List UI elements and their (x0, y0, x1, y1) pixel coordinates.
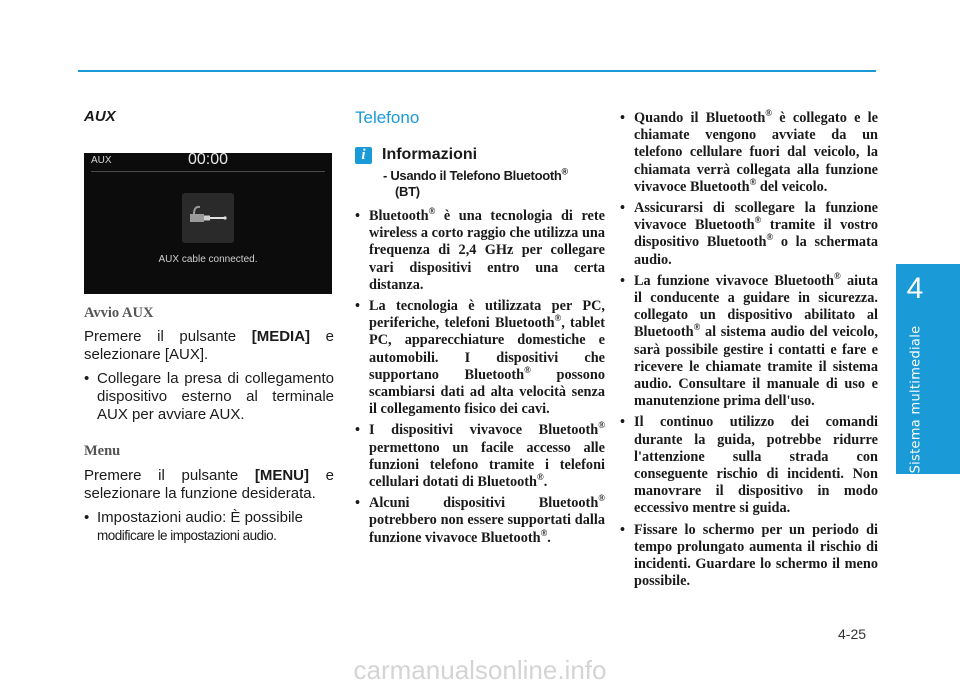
menu-key-label: [MENU] (254, 467, 309, 484)
screen-divider (91, 171, 325, 172)
bullet-item: • La tecnologia è utilizzata per PC, periferiche, telefoni Bluetooth®, tablet PC, apparecchiature domestiche e automobili. I dispositivi che supportano Bluetooth® possono scambiarsi dati ad alta velocità senza il collegamento fisico dei cavi. (355, 298, 605, 418)
info-subheading: - Usando il Telefono Bluetooth® (BT) (383, 166, 568, 199)
chapter-title (896, 324, 936, 474)
column-aux (84, 108, 334, 545)
chapter-number: 4 (906, 272, 924, 305)
bullet-item: • Assicurarsi di scollegare la funzione vivavoce Bluetooth® tramite il vostro dispositivo Bluetooth® o la schermata audio. (620, 200, 878, 269)
media-key-label: [MEDIA] (251, 328, 311, 345)
column-telefono (355, 108, 605, 551)
screen-mode-label: AUX (91, 155, 112, 166)
menu-heading: Menu (84, 443, 121, 459)
telefono-heading: Telefono (355, 108, 420, 127)
aux-screen-image (84, 153, 332, 294)
avvio-aux-heading: Avvio AUX (84, 305, 154, 321)
bullet-item: • Il continuo utilizzo dei comandi durante la guida, potrebbe ridurre l'attenzione sulla strada con conseguente rischio di incidenti. Non manovrare il dispositivo in modo eccessivo mentre si guida. (620, 414, 878, 517)
info-header (355, 146, 605, 164)
avvio-aux-bullet: • Collegare la presa di collegamento dispositivo esterno al terminale AUX per avviare AUX. (84, 370, 334, 424)
screen-clock: 00:00 (187, 151, 229, 168)
bullet-item: • Alcuni dispositivi Bluetooth® potrebbero non essere supportati dalla funzione vivavoce Bluetooth®. (355, 495, 605, 547)
aux-plug-icon (182, 193, 234, 243)
bullet-item: • Quando il Bluetooth® è collegato e le chiamate vengono avviate da un telefono cellulare fuori dal veicolo, la chiamata verrà collegata alla funzione vivavoce Bluetooth® del veicolo. (620, 110, 878, 196)
bullet-item: • La funzione vivavoce Bluetooth® aiuta il conducente a guidare in sicurezza. collegato un dispositivo abilitato al Bluetooth® al sistema audio del veicolo, sarà possibile gestire i contatti e fare e ricevere le chiamate tramite il sistema audio. Consultare il manuale di uso e manutenzione prima dell'uso. (620, 273, 878, 411)
header-rule (78, 70, 876, 72)
screen-message: AUX cable connected. (158, 254, 258, 265)
bullet-item: • I dispositivi vivavoce Bluetooth® permettono un facile accesso alle funzioni telefono tramite i telefoni cellulari dotati di Bluetooth®. (355, 422, 605, 491)
bullet-item: • Bluetooth® è una tecnologia di rete wireless a corto raggio che utilizza una frequenza di 2,4 GHz per collegare vari dispositivi entro una certa distanza. (355, 208, 605, 294)
chapter-tab (896, 264, 960, 324)
chapter-title-text: Sistema multimediale (908, 325, 924, 473)
watermark: carmanualsonline.info (353, 655, 607, 685)
telefono-bullets (355, 208, 605, 547)
page-number: 4-25 (838, 626, 867, 642)
avvio-aux-text: Premere il pulsante [MEDIA] e selezionare [AUX]. (84, 328, 334, 363)
info-title: Informazioni (382, 146, 478, 163)
info-icon: i (355, 147, 372, 164)
aux-heading: AUX (84, 108, 116, 125)
menu-bullet: • Impostazioni audio: È possibile modificare le impostazioni audio. (84, 509, 334, 545)
column-continued (620, 110, 878, 594)
menu-text: Premere il pulsante [MENU] e selezionare la funzione desiderata. (84, 467, 334, 502)
bullet-item: • Fissare lo schermo per un periodo di tempo prolungato aumenta il rischio di incidenti. Guardare lo schermo il meno possibile. (620, 522, 878, 591)
